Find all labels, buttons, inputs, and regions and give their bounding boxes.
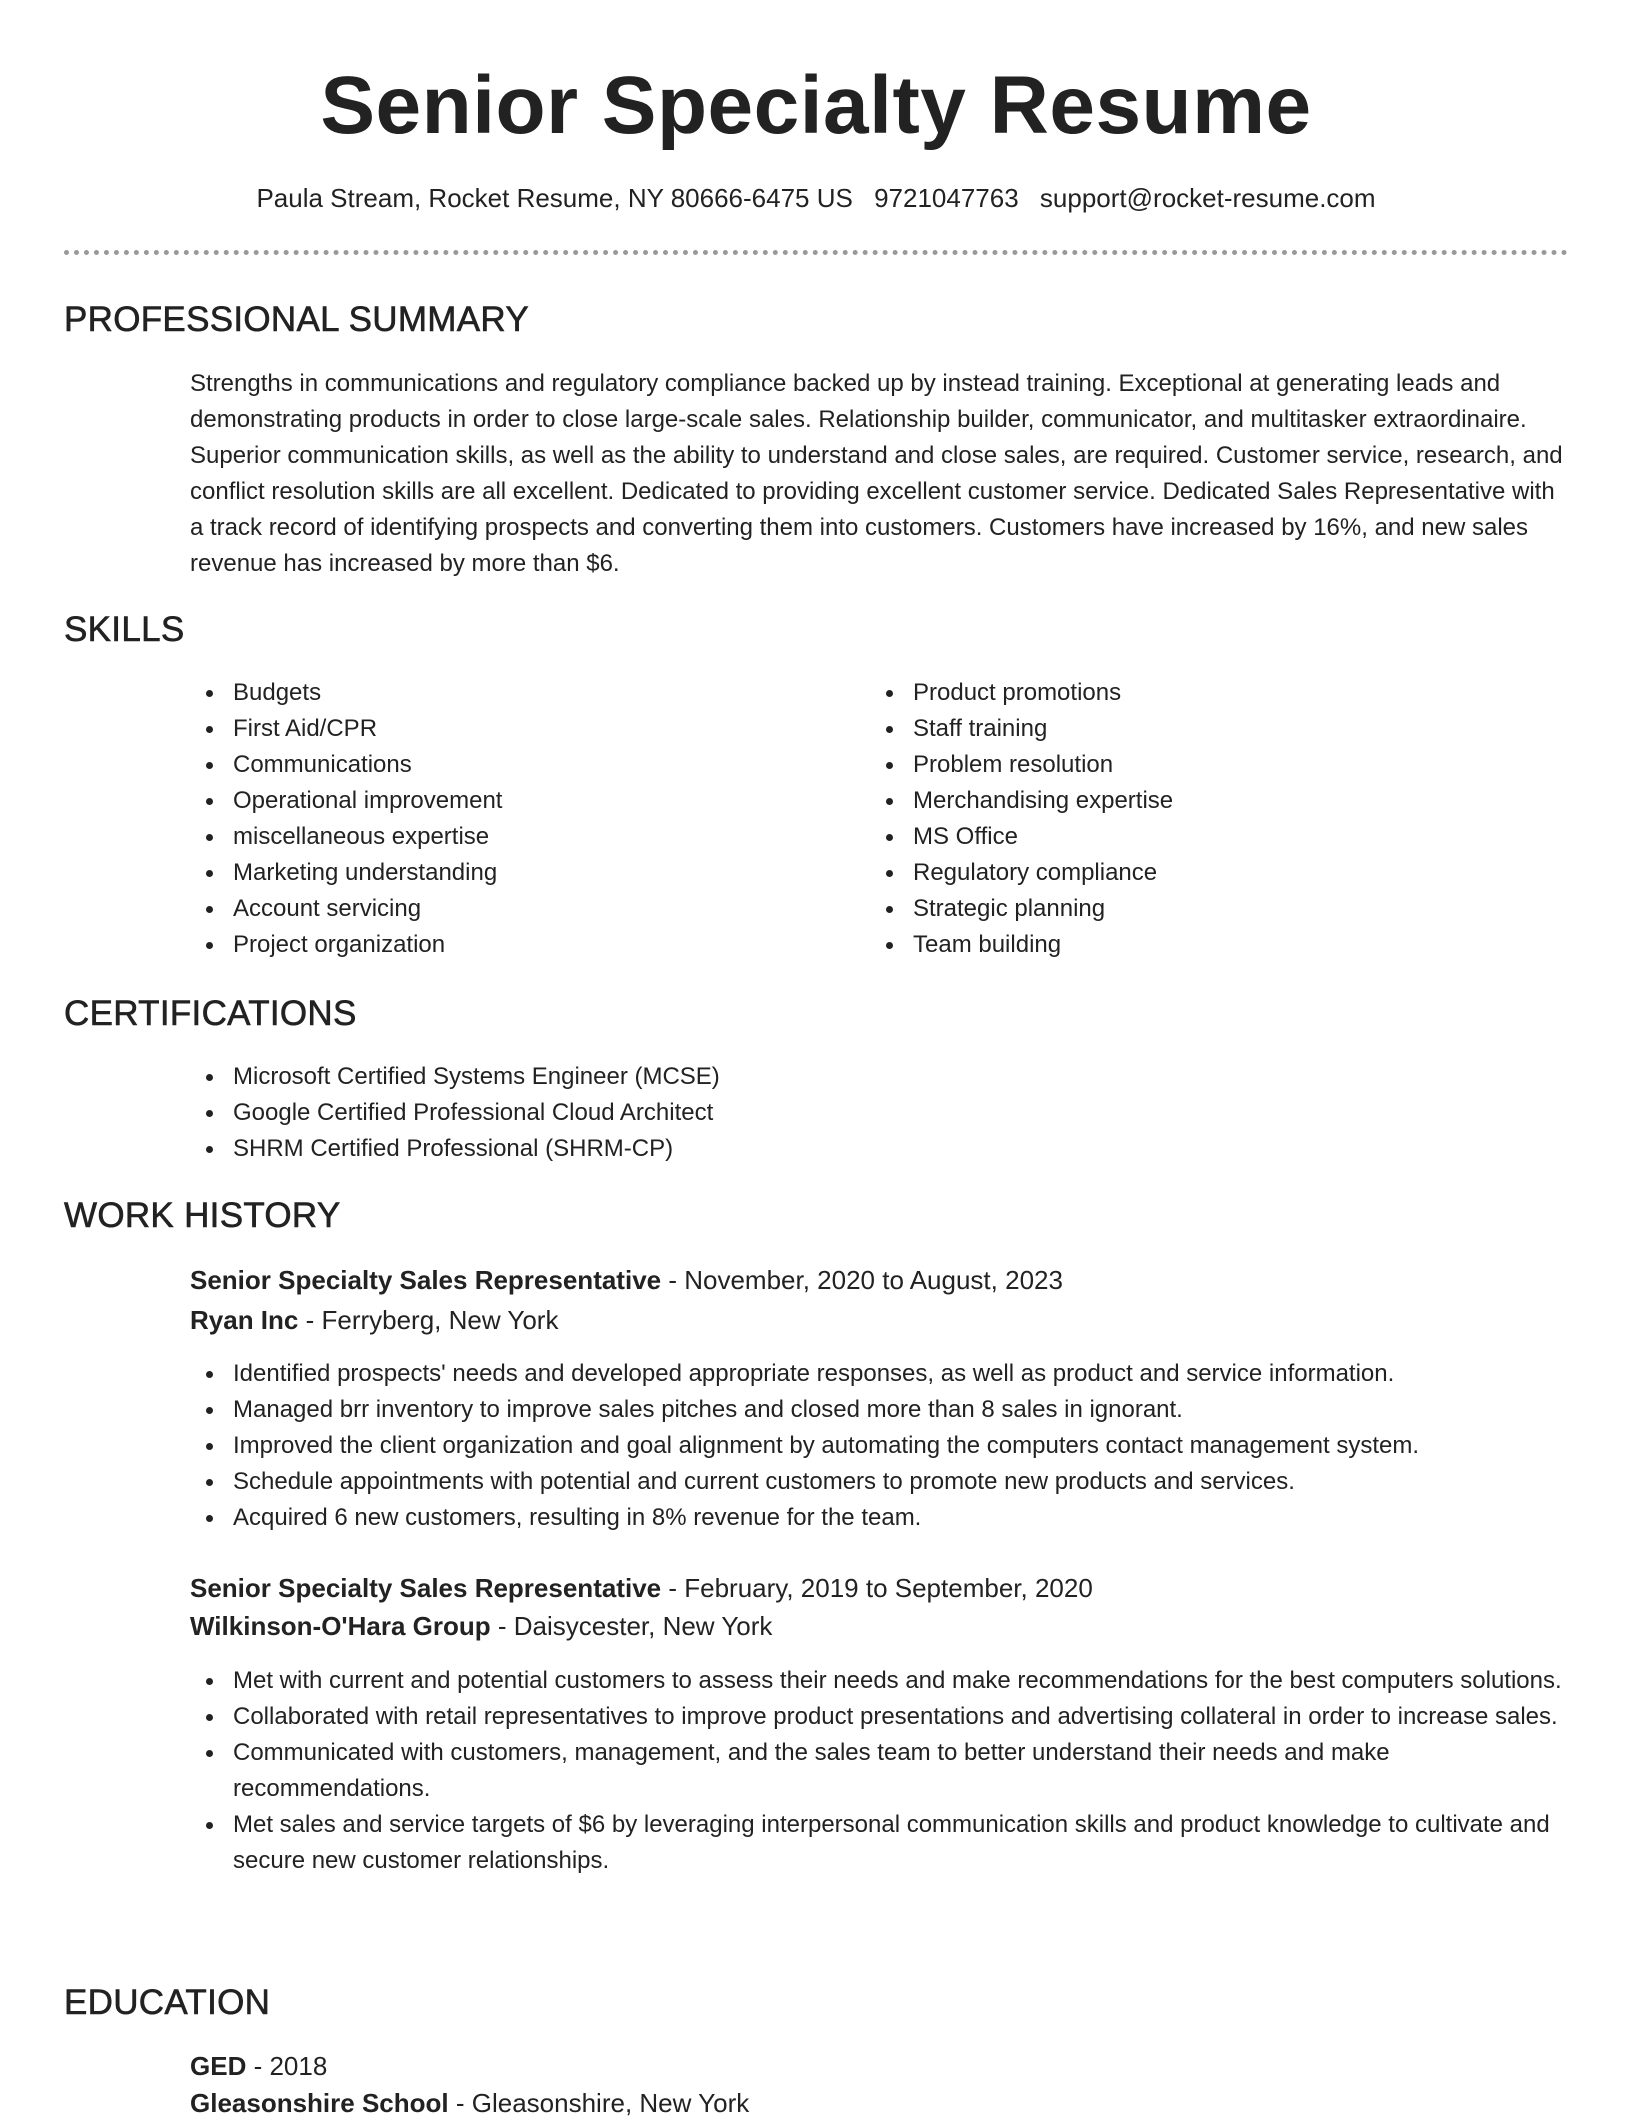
job-duties-list <box>190 1356 1568 1536</box>
certification-item: Microsoft Certified Systems Engineer (MCSE) <box>233 1059 1533 1095</box>
skill-item: Budgets <box>233 675 853 711</box>
job-company-line <box>190 1301 558 1339</box>
contact-email: support@rocket-resume.com <box>1039 183 1376 213</box>
job-location: - Ferryberg, New York <box>298 1305 559 1335</box>
summary-heading: PROFESSIONAL SUMMARY <box>64 300 529 339</box>
skill-item: Marketing understanding <box>233 855 853 891</box>
skill-item: Project organization <box>233 927 853 963</box>
job-dates: - February, 2019 to September, 2020 <box>661 1573 1093 1603</box>
contact-address: Paula Stream, Rocket Resume, NY 80666-6475 US <box>256 183 853 213</box>
skill-item: Strategic planning <box>913 891 1533 927</box>
education-school-line <box>190 2084 749 2122</box>
education-school: Gleasonshire School <box>190 2088 449 2118</box>
skill-item: Problem resolution <box>913 747 1533 783</box>
job-duty: Met sales and service targets of $6 by leveraging interpersonal communication skills and product knowledge to cultivate and secure new customer relationships. <box>233 1807 1568 1879</box>
skills-list-left <box>190 675 853 963</box>
skill-item: Regulatory compliance <box>913 855 1533 891</box>
education-degree: GED <box>190 2051 247 2081</box>
education-degree-line <box>190 2047 327 2085</box>
job-company: Ryan Inc <box>190 1305 299 1335</box>
job-duty: Collaborated with retail representatives to improve product presentations and advertising collateral in order to increase sales. <box>233 1699 1568 1735</box>
summary-text: Strengths in communications and regulatory compliance backed up by instead training. Exceptional at generating leads and demonstrating products in order to close large-scale sales. Relationship builder, communicator, and multitasker extraordinaire. Superior communication skills, as well as the ability to understand and close sales, are required. Customer service, research, and conflict resolution skills are all excellent. Dedicated to providing excellent customer service. Dedicated Sales Representative with a track record of identifying prospects and converting them into customers. Customers have increased by 16%, and new sales revenue has increased by more than $6. <box>190 370 1563 577</box>
skills-list-right <box>870 675 1533 963</box>
job-title-line <box>190 1569 1093 1607</box>
education-year: - 2018 <box>246 2051 328 2081</box>
work-history-heading: WORK HISTORY <box>64 1196 341 1235</box>
skill-item: Account servicing <box>233 891 853 927</box>
job-company-line <box>190 1607 772 1645</box>
job-duties-list <box>190 1663 1568 1879</box>
skill-item: Communications <box>233 747 853 783</box>
job-dates: - November, 2020 to August, 2023 <box>661 1265 1063 1295</box>
skill-item: Team building <box>913 927 1533 963</box>
education-location: - Gleasonshire, New York <box>448 2088 750 2118</box>
job-duty: Acquired 6 new customers, resulting in 8% revenue for the team. <box>233 1500 1568 1536</box>
skill-item: MS Office <box>913 819 1533 855</box>
certifications-list <box>190 1059 1533 1167</box>
contact-line <box>0 180 1632 216</box>
certifications-heading: CERTIFICATIONS <box>64 994 357 1033</box>
job-location: - Daisycester, New York <box>490 1611 773 1641</box>
certification-item: Google Certified Professional Cloud Architect <box>233 1095 1533 1131</box>
job-duty: Managed brr inventory to improve sales pitches and closed more than 8 sales in ignorant. <box>233 1392 1568 1428</box>
skill-item: Staff training <box>913 711 1533 747</box>
job-title: Senior Specialty Sales Representative <box>190 1265 662 1295</box>
education-heading: EDUCATION <box>64 1983 271 2022</box>
skill-item: Operational improvement <box>233 783 853 819</box>
header-divider <box>64 250 1568 255</box>
job-duty: Schedule appointments with potential and current customers to promote new products and services. <box>233 1464 1568 1500</box>
job-duty: Improved the client organization and goal alignment by automating the computers contact management system. <box>233 1428 1568 1464</box>
job-title: Senior Specialty Sales Representative <box>190 1573 662 1603</box>
skill-item: miscellaneous expertise <box>233 819 853 855</box>
job-title-line <box>190 1261 1063 1299</box>
skill-item: Merchandising expertise <box>913 783 1533 819</box>
skill-item: Product promotions <box>913 675 1533 711</box>
job-duty: Communicated with customers, management, and the sales team to better understand their needs and make recommendations. <box>233 1735 1568 1807</box>
job-duty: Identified prospects' needs and developed appropriate responses, as well as product and service information. <box>233 1356 1568 1392</box>
skill-item: First Aid/CPR <box>233 711 853 747</box>
contact-phone: 9721047763 <box>874 183 1019 213</box>
job-company: Wilkinson-O'Hara Group <box>190 1611 491 1641</box>
job-duty: Met with current and potential customers to assess their needs and make recommendations for the best computers solutions. <box>233 1663 1568 1699</box>
certification-item: SHRM Certified Professional (SHRM-CP) <box>233 1131 1533 1167</box>
skills-heading: SKILLS <box>64 610 185 649</box>
resume-title: Senior Specialty Resume <box>320 60 1312 151</box>
